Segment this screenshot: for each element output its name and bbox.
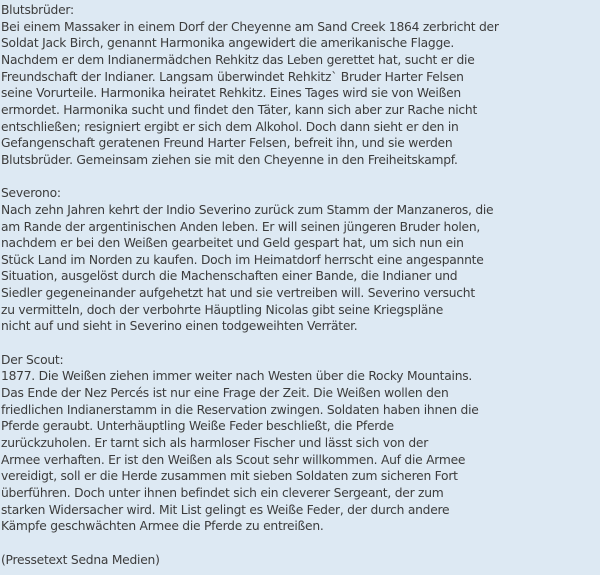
text-line: vereidigt, soll er die Herde zusammen mit sieben Soldaten zum sicheren Fort	[1, 469, 458, 484]
text-line: 1877. Die Weißen ziehen immer weiter nach Westen über die Rocky Mountains.	[1, 369, 473, 384]
text-line: Gefangenschaft geratenen Freund Harter Felsen, befreit ihn, und sie werden	[1, 136, 453, 151]
text-line: zurückzuholen. Er tarnt sich als harmloser Fischer und lässt sich von der	[1, 436, 429, 451]
text-line: entschließen; resigniert ergibt er sich dem Alkohol. Doch dann sieht er den in	[1, 119, 459, 134]
text-line: starken Widersacher wird. Mit List gelingt es Weiße Feder, der durch andere	[1, 502, 450, 517]
text-line: Siedler gegeneinander aufgehetzt hat und sie vertreiben will. Severino versucht	[1, 286, 475, 301]
text-line: Situation, ausgelöst durch die Machenschaften einer Bande, die Indianer und	[1, 269, 458, 284]
section-heading: Blutsbrüder:	[1, 3, 74, 17]
text-line: friedlichen Indianerstamm in die Reservation zwingen. Soldaten haben ihnen die	[1, 402, 479, 417]
section-heading: Severono:	[1, 186, 61, 201]
text-line: nicht auf und sieht in Severino einen todgeweihten Verräter.	[1, 319, 358, 334]
text-line: Blutsbrüder. Gemeinsam ziehen sie mit den Cheyenne in den Freiheitskampf.	[1, 152, 458, 167]
press-credit: (Pressetext Sedna Medien)	[1, 552, 160, 567]
section-severono	[1, 185, 600, 335]
text-line: Pferde geraubt. Unterhäuptling Weiße Feder beschließt, die Pferde	[1, 419, 394, 434]
text-line: Armee verhaften. Er ist den Weißen als Scout sehr willkommen. Auf die Armee	[1, 452, 466, 467]
text-line: überführen. Doch unter ihnen befindet sich ein cleverer Sergeant, der zum	[1, 486, 444, 500]
text-line: Nach zehn Jahren kehrt der Indio Severino zurück zum Stamm der Manzaneros, die	[1, 202, 494, 217]
section-der-scout	[1, 352, 600, 535]
text-line: Bei einem Massaker in einem Dorf der Cheyenne am Sand Creek 1864 zerbricht der	[1, 19, 499, 34]
text-line: nachdem er bei den Weißen gearbeitet und Geld gespart hat, um sich nun ein	[1, 236, 464, 251]
text-line: Soldat Jack Birch, genannt Harmonika angewidert die amerikanische Flagge.	[1, 36, 455, 51]
text-line: seine Vorurteile. Harmonika heiratet Rehkitz. Eines Tages wird sie von Weißen	[1, 86, 461, 101]
section-blutsbrueder	[1, 2, 600, 169]
text-line: Kämpfe geschwächten Armee die Pferde zu entreißen.	[1, 519, 324, 534]
text-line: Stück Land im Norden zu kaufen. Doch im Heimatdorf herrscht eine angespannte	[1, 252, 484, 267]
text-line: Nachdem er dem Indianermädchen Rehkitz das Leben gerettet hat, sucht er die	[1, 52, 475, 67]
text-line: am Rande der argentinischen Anden leben. Er will seinen jüngeren Bruder holen,	[1, 219, 481, 234]
text-line: Das Ende der Nez Percés ist nur eine Frage der Zeit. Die Weißen wollen den	[1, 386, 449, 401]
text-line: zu vermitteln, doch der verbohrte Häuptling Nicolas gibt seine Kriegspläne	[1, 302, 444, 317]
section-heading: Der Scout:	[1, 352, 64, 367]
text-line: ermordet. Harmonika sucht und findet den Täter, kann sich aber zur Rache nicht	[1, 102, 478, 117]
text-line: Freundschaft der Indianer. Langsam überwindet Rehkitz` Bruder Harter Felsen	[1, 69, 464, 84]
